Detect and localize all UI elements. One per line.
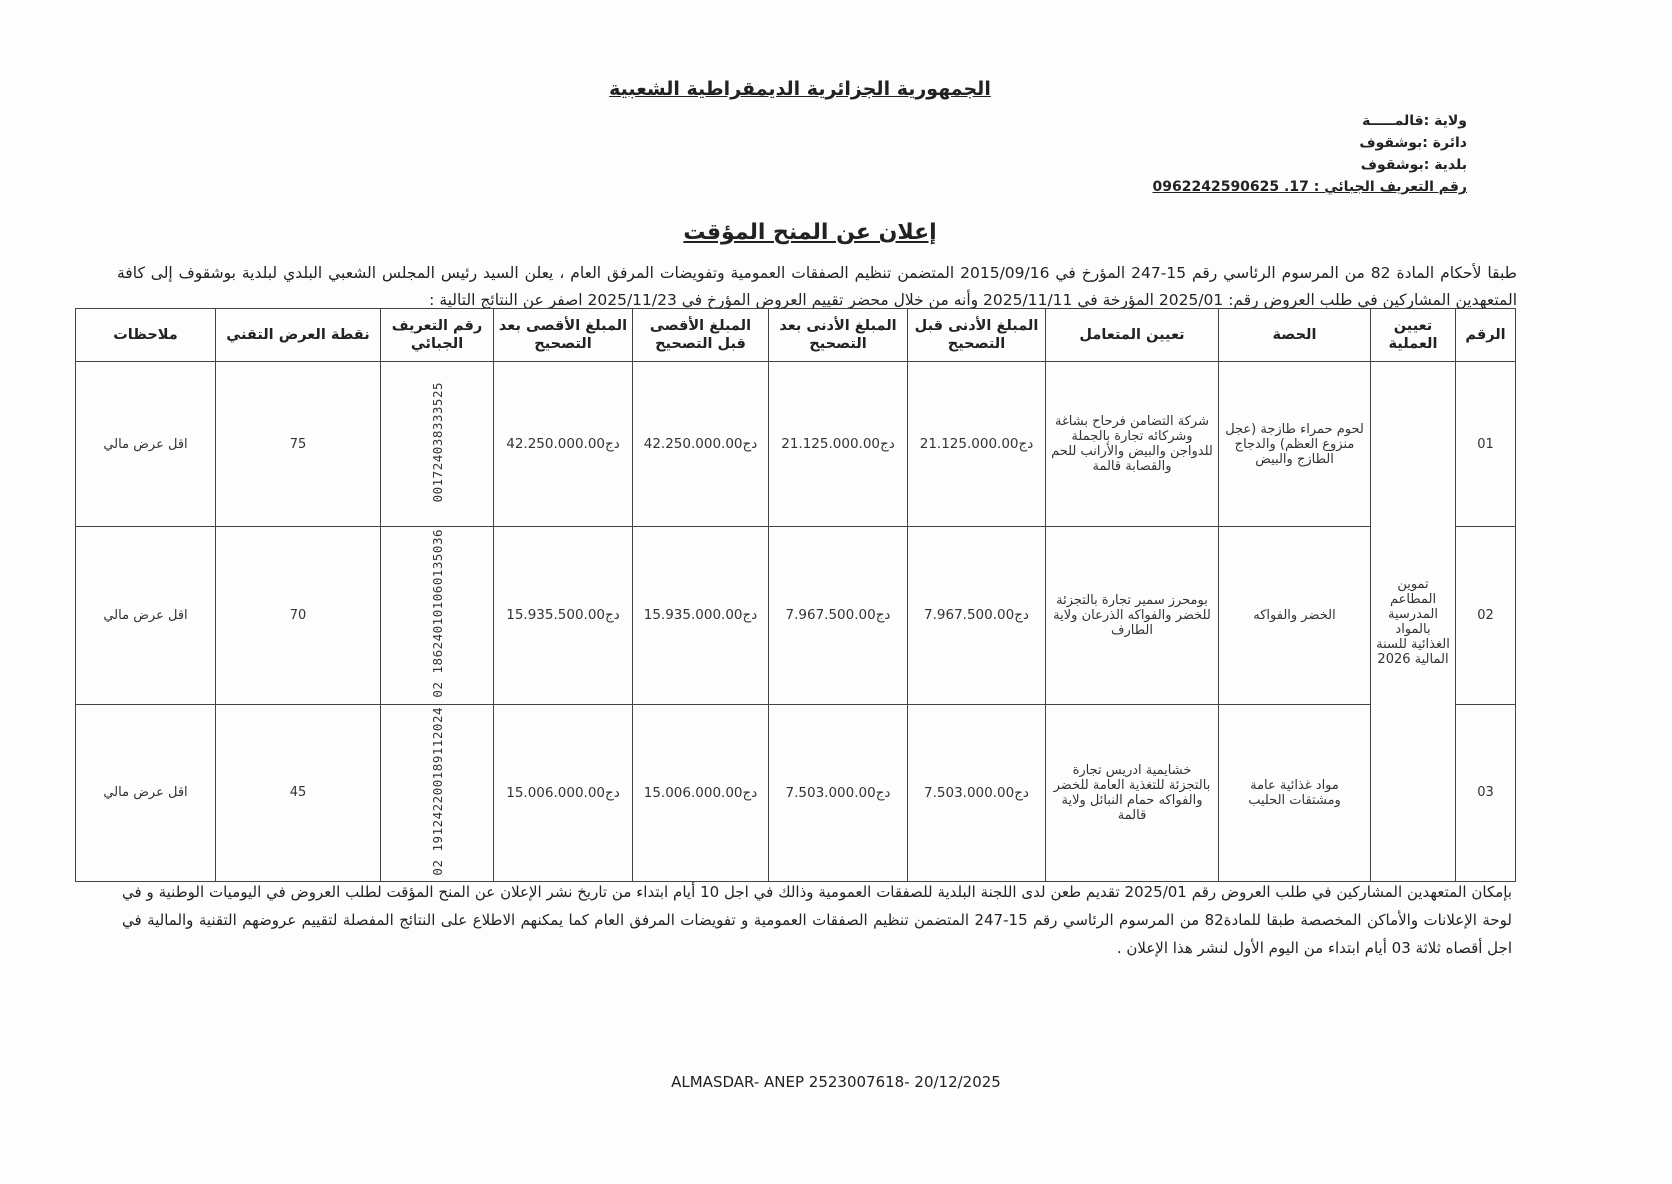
max-after: 15.006.000.00دج [494, 704, 633, 882]
table-row [76, 704, 1516, 882]
table-row [76, 527, 1516, 705]
lot: الخضر والفواكه [1219, 527, 1371, 705]
notes: اقل عرض مالي [76, 704, 216, 882]
max-before: 15.006.000.00دج [633, 704, 769, 882]
operation: تموين المطاعم المدرسية بالمواد الغذائية للسنة المالية 2026 [1371, 362, 1456, 882]
operator: شركة التضامن فرحاح بشاغة وشركائه تجارة بالجملة للدواجن والبيض والأرانب للحم والقصابة قالمة [1046, 362, 1219, 527]
header-cell: المبلغ الأدنى بعد التصحيح [769, 309, 908, 362]
tax-id: رقم التعريف الجبائي : 17. 0962242590625 [1152, 179, 1467, 195]
results-table [75, 308, 1516, 882]
header-cell: تعيين المتعامل [1046, 309, 1219, 362]
min-after: 7.503.000.00دج [769, 704, 908, 882]
row-number: 02 [1456, 527, 1516, 705]
max-after: 15.935.500.00دج [494, 527, 633, 705]
appeal-paragraph: بإمكان المتعهدين المشاركين في طلب العروض رقم 2025/01 تقديم طعن لدى اللجنة البلدية للصفقات العمومية وذالك في اجل 10 أيام ابتداء من تاريخ نشر الإعلان عن المنح المؤقت لطلب العروض في اليوميات الوطنية و في لوحة الإعلانات والأماكن المخصصة طبقا للمادة82 من المرسوم الرئاسي رقم 15-247 المتضمن تنظيم الصفقات العمومية و تفويضات المرفق العام كما يمكنهم الاطلاع على النتائج المفصلة لتقييم عروضهم التقنية والمالية في اجل أقصاه ثلاثة 03 أيام ابتداء من اليوم الأول لنشر هذا الإعلان . [122, 883, 1513, 957]
tech-score: 75 [216, 362, 381, 527]
table-row [76, 362, 1516, 527]
header-cell: نقطة العرض التقني [216, 309, 381, 362]
source-reference: ALMASDAR- ANEP 2523007618- 20/12/2025 [671, 1073, 1001, 1091]
header-cell: الحصة [1219, 309, 1371, 362]
min-before: 7.967.500.00دج [908, 527, 1046, 705]
tax-id-cell: 186240101060135036 02 [429, 529, 445, 698]
republic-heading: الجمهورية الجزائرية الديمقراطية الشعبية [609, 78, 991, 100]
header-cell: المبلغ الأقصى قبل التصحيح [633, 309, 769, 362]
tech-score: 70 [216, 527, 381, 705]
header-cell: ملاحظات [76, 309, 216, 362]
tax-id-cell: 001724038333525 [429, 381, 445, 503]
max-before: 15.935.000.00دج [633, 527, 769, 705]
notes: اقل عرض مالي [76, 527, 216, 705]
lot: لحوم حمراء طازجة (عجل منزوع العظم) والدجاج الطازج والبيض [1219, 362, 1371, 527]
table-header [76, 309, 1516, 362]
min-before: 7.503.000.00دج [908, 704, 1046, 882]
max-before: 42.250.000.00دج [633, 362, 769, 527]
notes: اقل عرض مالي [76, 362, 216, 527]
tax-id-cell: 191242200189112024 02 [429, 706, 445, 876]
issuer-info [1153, 110, 1467, 198]
intro-paragraph: طبقا لأحكام المادة 82 من المرسوم الرئاسي رقم 15-247 المؤرخ في 2015/09/16 المتضمن تنظيم الصفقات العمومية وتفويضات المرفق العام ، يعلن السيد رئيس المجلس الشعبي البلدي لبلدية بوشقوف إلى كافة المتعهدين المشاركين في طلب العروض رقم: 2025/01 المؤرخة في 2025/11/11 وأنه من خلال محضر تقييم العروض المؤرخ في 2025/11/23 اصفر عن النتائج التالية : [117, 264, 1517, 309]
min-before: 21.125.000.00دج [908, 362, 1046, 527]
header-cell: المبلغ الأقصى بعد التصحيح [494, 309, 633, 362]
min-after: 7.967.500.00دج [769, 527, 908, 705]
header-cell: المبلغ الأدنى قبل التصحيح [908, 309, 1046, 362]
commune: بلدية :بوشقوف [1360, 157, 1467, 173]
announcement-title: إعلان عن المنح المؤقت [683, 220, 937, 245]
header-cell: رقم التعريف الجبائي [381, 309, 494, 362]
operator: خشايمية ادريس تجارة بالتجزئة للتغذية العامة للخضر والفواكه حمام النبائل ولاية قالمة [1046, 704, 1219, 882]
lot: مواد غذائية عامة ومشتقات الحليب [1219, 704, 1371, 882]
wilaya: ولاية :قالمـــــة [1362, 113, 1467, 129]
row-number: 01 [1456, 362, 1516, 527]
row-number: 03 [1456, 704, 1516, 882]
tech-score: 45 [216, 704, 381, 882]
header-cell: تعيين العملية [1371, 309, 1456, 362]
operator: بومحرز سمير تجارة بالتجزئة للخضر والفواكه الذرعان ولاية الطارف [1046, 527, 1219, 705]
header-cell: الرقم [1456, 309, 1516, 362]
min-after: 21.125.000.00دج [769, 362, 908, 527]
max-after: 42.250.000.00دج [494, 362, 633, 527]
daira: دائرة :بوشقوف [1359, 135, 1467, 151]
